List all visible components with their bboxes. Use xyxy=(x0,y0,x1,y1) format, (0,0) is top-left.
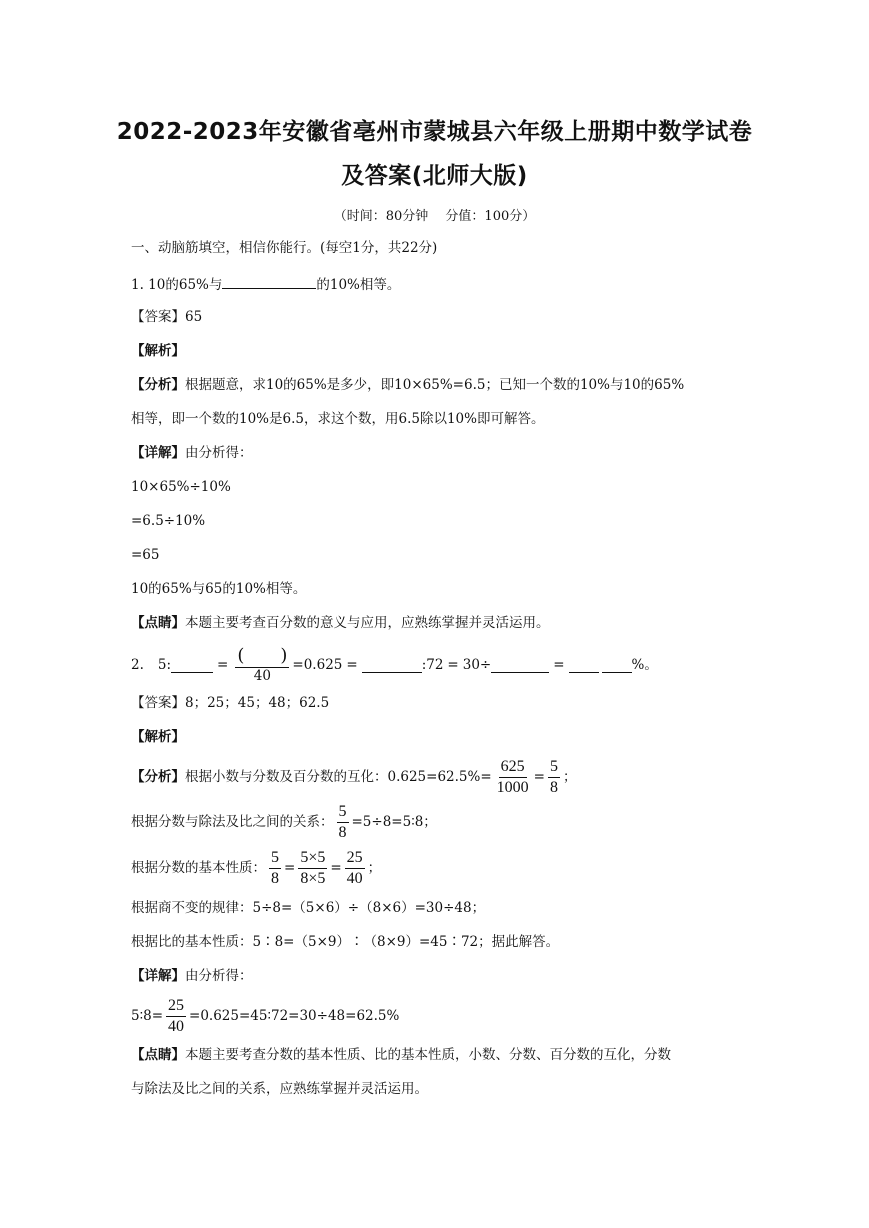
q2-relation-tail: =5÷8=5∶8； xyxy=(351,814,437,830)
denominator: 8 xyxy=(338,823,347,841)
q2-eq-5: = xyxy=(553,657,565,673)
semicolon: ； xyxy=(562,769,577,785)
q2-fraction xyxy=(235,644,289,684)
q2-fraction-5-8b xyxy=(337,804,349,841)
q2-fraction-625-1000 xyxy=(495,759,531,796)
q1-detail-label: 【详解】 xyxy=(131,445,185,461)
q2-blank-4 xyxy=(569,658,599,673)
q2-basic-text: 根据分数的基本性质： xyxy=(131,860,266,876)
q1-analysis xyxy=(131,376,684,394)
q2-div-30: 30÷ xyxy=(462,657,492,673)
section-heading: 一、动脑筋填空，相信你能行。(每空1分，共22分) xyxy=(131,240,438,256)
q2-detail xyxy=(131,967,253,985)
semicolon: ； xyxy=(367,860,382,876)
q2-remark xyxy=(131,1046,671,1064)
q2-jiexi: 【解析】 xyxy=(131,729,185,745)
q1-step-3: =65 xyxy=(131,547,160,563)
numerator: 25 xyxy=(166,998,186,1017)
document-title-line1: 2022-2023年安徽省亳州市蒙城县六年级上册期中数学试卷 xyxy=(116,119,753,145)
numerator: 25 xyxy=(345,850,365,869)
denominator: 8×5 xyxy=(300,869,326,887)
question-1 xyxy=(131,274,400,294)
q2-analysis xyxy=(131,754,576,800)
q1-analysis-label: 【分析】 xyxy=(131,377,185,393)
q1-suffix: 的10%相等。 xyxy=(316,277,401,293)
numerator: 625 xyxy=(499,759,527,778)
q2-detail-label: 【详解】 xyxy=(131,968,185,984)
q1-remark-label: 【点睛】 xyxy=(131,615,185,631)
q2-remark-text: 本题主要考查分数的基本性质、比的基本性质，小数、分数、百分数的互化，分数 xyxy=(185,1047,671,1063)
q2-final-post: =0.625=45∶72=30÷48=62.5% xyxy=(189,1008,400,1024)
q2-percent: %。 xyxy=(631,657,658,673)
q1-step-2: =6.5÷10% xyxy=(131,513,206,529)
q2-fraction-denominator: 40 xyxy=(253,667,271,684)
denominator: 8 xyxy=(549,778,558,796)
q2-answer: 【答案】8；25；45；48；62.5 xyxy=(131,695,330,711)
q2-ratio-72: :72 xyxy=(421,657,444,673)
q2-final-pre: 5∶8= xyxy=(131,1008,164,1024)
equals: = xyxy=(533,769,545,785)
numerator: 5 xyxy=(269,850,281,869)
q2-fraction-5-8c xyxy=(269,850,281,887)
q1-detail-text: 由分析得： xyxy=(185,445,253,461)
q2-fraction-numerator: ( ) xyxy=(237,644,288,666)
q2-remark-label: 【点睛】 xyxy=(131,1047,185,1063)
q2-blank-1 xyxy=(171,658,213,673)
q2-colon: : xyxy=(166,657,172,673)
denominator: 40 xyxy=(168,1017,185,1035)
q1-conclusion: 10的65%与65的10%相等。 xyxy=(131,581,307,597)
q1-jiexi: 【解析】 xyxy=(131,343,185,359)
q2-final-fraction xyxy=(166,998,186,1035)
q2-blank-5 xyxy=(602,658,632,673)
q2-fraction-5-8 xyxy=(548,759,560,796)
q2-blank-2 xyxy=(362,658,422,673)
q2-blank-3 xyxy=(491,658,549,673)
q2-fraction-25-40 xyxy=(345,850,365,887)
q1-step-1: 10×65%÷10% xyxy=(131,479,231,495)
q2-ratio-property: 根据比的基本性质：5∶8=（5×9）∶（8×9）=45∶72；据此解答。 xyxy=(131,934,560,950)
q2-five: 5 xyxy=(157,657,167,673)
q2-final xyxy=(131,993,399,1039)
q2-relation xyxy=(131,800,437,844)
equals: = xyxy=(284,860,296,876)
q1-analysis-cont: 相等，即一个数的10%是6.5，求这个数，用6.5除以10%即可解答。 xyxy=(131,411,545,427)
q1-analysis-text: 根据题意，求10的65%是多少，即10×65%=6.5；已知一个数的10%与10的65% xyxy=(185,377,685,393)
numerator: 5 xyxy=(337,804,349,823)
q2-eq-3: = xyxy=(346,657,358,673)
equals: = xyxy=(330,860,342,876)
numerator: 5×5 xyxy=(298,850,327,869)
q1-prefix: 1. 10的65%与 xyxy=(131,277,223,293)
q2-analysis-label: 【分析】 xyxy=(131,769,185,785)
q1-blank xyxy=(222,274,316,289)
document-title-line2: 及答案(北师大版) xyxy=(341,163,528,189)
denominator: 1000 xyxy=(496,778,529,796)
q2-remark-cont: 与除法及比之间的关系，应熟练掌握并灵活运用。 xyxy=(131,1081,428,1097)
q2-relation-text: 根据分数与除法及比之间的关系： xyxy=(131,814,334,830)
q1-answer: 【答案】65 xyxy=(131,309,203,325)
q2-number: 2. xyxy=(131,657,144,673)
q1-detail xyxy=(131,444,253,462)
denominator: 40 xyxy=(346,869,363,887)
numerator: 5 xyxy=(548,759,560,778)
q2-quotient-rule: 根据商不变的规律：5÷8=（5×6）÷（8×6）=30÷48； xyxy=(131,900,486,916)
question-2 xyxy=(131,643,658,687)
q2-eq-4: = xyxy=(447,657,459,673)
q2-basic-property xyxy=(131,846,381,890)
exam-info: （时间：80分钟 分值：100分） xyxy=(333,209,536,224)
q2-decimal: 0.625 xyxy=(303,657,343,673)
q1-remark-text: 本题主要考查百分数的意义与应用，应熟练掌握并灵活运用。 xyxy=(185,615,550,631)
denominator: 8 xyxy=(271,869,279,887)
q2-analysis-text: 根据小数与分数及百分数的互化：0.625=62.5%= xyxy=(185,769,492,785)
q1-remark xyxy=(131,614,550,632)
q2-fraction-5x5-8x5 xyxy=(298,850,327,887)
q2-detail-text: 由分析得： xyxy=(185,968,253,984)
q2-eq-1: = xyxy=(217,657,229,673)
q2-eq-2: = xyxy=(292,657,304,673)
